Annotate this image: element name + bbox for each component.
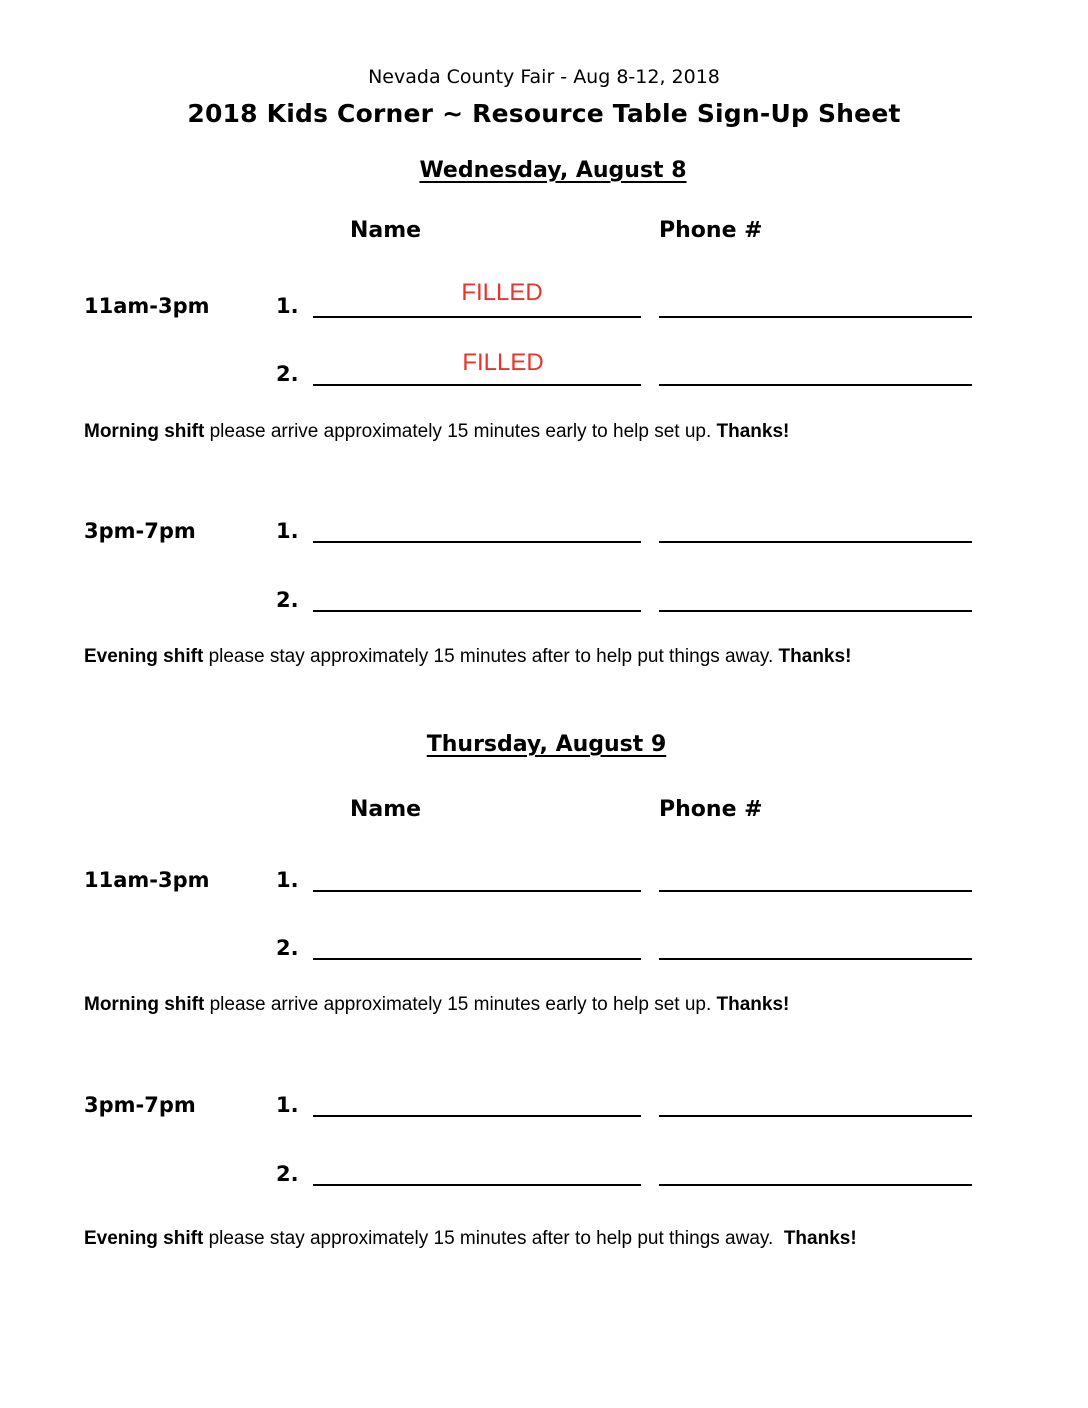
slot-number: 2. bbox=[276, 588, 299, 612]
phone-field-line[interactable] bbox=[659, 316, 972, 318]
column-header-phone: Phone # bbox=[659, 797, 763, 822]
shift-note: Evening shift please stay approximately 15 minutes after to help put things away. Thanks! bbox=[84, 646, 852, 667]
shift-time-label: 11am-3pm bbox=[84, 868, 210, 892]
name-field-line[interactable] bbox=[313, 384, 641, 386]
day-heading-wednesday: Wednesday, August 8 bbox=[419, 158, 687, 183]
name-field-line[interactable] bbox=[313, 316, 641, 318]
slot-number: 2. bbox=[276, 936, 299, 960]
phone-field-line[interactable] bbox=[659, 890, 972, 892]
column-header-phone: Phone # bbox=[659, 218, 763, 243]
name-field-line[interactable] bbox=[313, 541, 641, 543]
shift-time-label: 11am-3pm bbox=[84, 294, 210, 318]
phone-field-line[interactable] bbox=[659, 610, 972, 612]
day-heading-thursday: Thursday, August 9 bbox=[426, 732, 667, 757]
name-field-line[interactable] bbox=[313, 1115, 641, 1117]
name-field-line[interactable] bbox=[313, 610, 641, 612]
name-field-line[interactable] bbox=[313, 958, 641, 960]
shift-note: Morning shift please arrive approximately 15 minutes early to help set up. Thanks! bbox=[84, 421, 790, 442]
shift-time-label: 3pm-7pm bbox=[84, 1093, 196, 1117]
phone-field-line[interactable] bbox=[659, 384, 972, 386]
slot-number: 1. bbox=[276, 868, 299, 892]
phone-field-line[interactable] bbox=[659, 958, 972, 960]
slot-number: 1. bbox=[276, 294, 299, 318]
column-header-name: Name bbox=[350, 797, 422, 822]
slot-number: 1. bbox=[276, 519, 299, 543]
filled-marker: FILLED bbox=[462, 349, 544, 376]
name-field-line[interactable] bbox=[313, 1184, 641, 1186]
shift-note: Evening shift please stay approximately 15 minutes after to help put things away. Thanks! bbox=[84, 1228, 857, 1249]
shift-note: Morning shift please arrive approximately 15 minutes early to help set up. Thanks! bbox=[84, 994, 790, 1015]
event-subtitle: Nevada County Fair - Aug 8-12, 2018 bbox=[368, 66, 720, 88]
shift-time-label: 3pm-7pm bbox=[84, 519, 196, 543]
phone-field-line[interactable] bbox=[659, 1115, 972, 1117]
column-header-name: Name bbox=[350, 218, 422, 243]
slot-number: 2. bbox=[276, 1162, 299, 1186]
phone-field-line[interactable] bbox=[659, 541, 972, 543]
slot-number: 1. bbox=[276, 1093, 299, 1117]
name-field-line[interactable] bbox=[313, 890, 641, 892]
phone-field-line[interactable] bbox=[659, 1184, 972, 1186]
slot-number: 2. bbox=[276, 362, 299, 386]
filled-marker: FILLED bbox=[461, 279, 543, 306]
page-title: 2018 Kids Corner ~ Resource Table Sign-Up Sheet bbox=[187, 99, 901, 128]
